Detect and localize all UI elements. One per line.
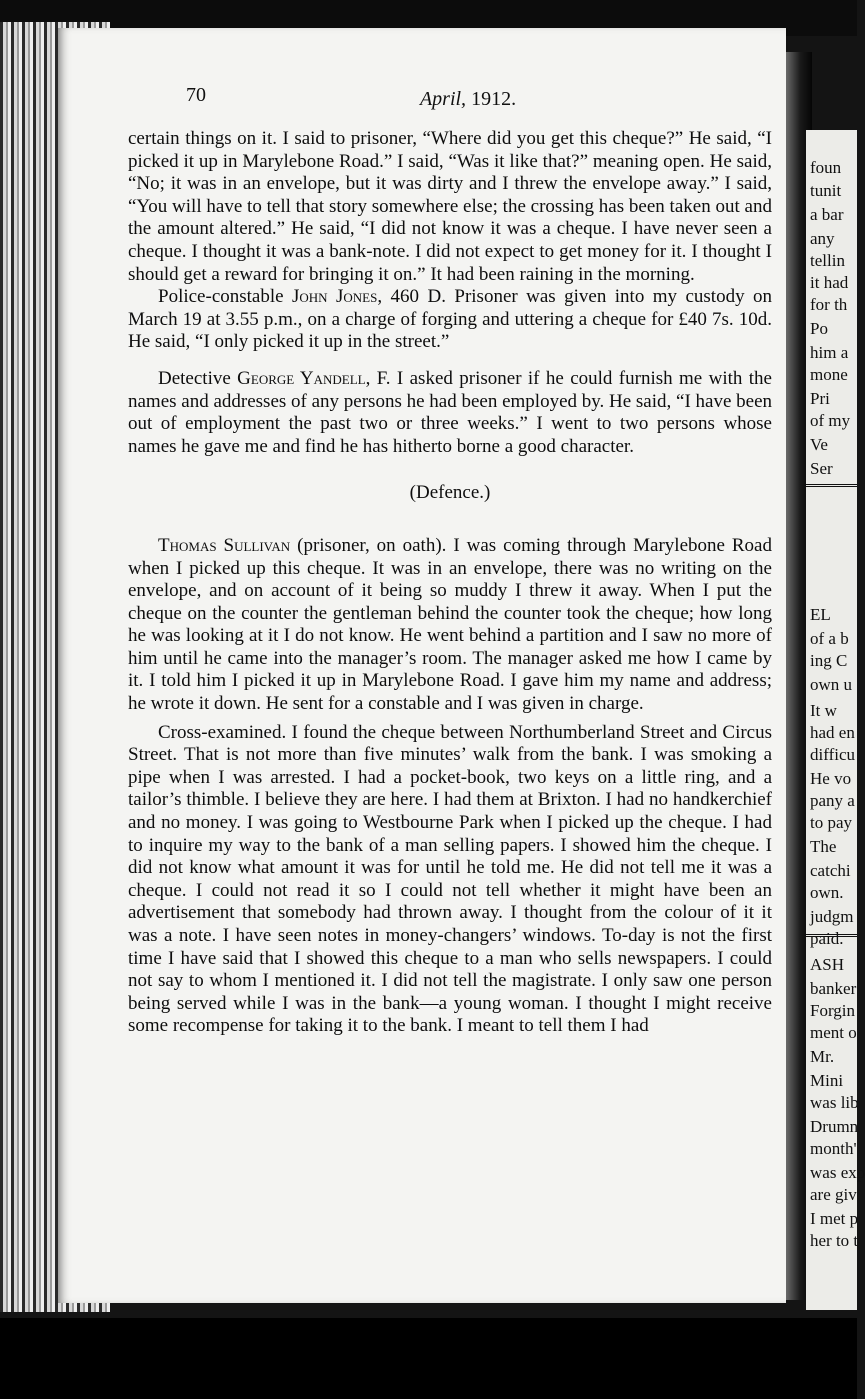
facing-page-text-fragment: mone: [810, 365, 848, 384]
page-header: [128, 84, 768, 114]
facing-page-text-fragment: Drumn: [810, 1117, 859, 1136]
defence-heading: (Defence.): [409, 482, 491, 504]
facing-page-text-fragment: ment o: [810, 1023, 857, 1042]
facing-page-text-fragment: difficu: [810, 745, 856, 764]
facing-page-text-fragment: him a: [810, 343, 849, 362]
facing-page-text-fragment: tellin: [810, 251, 845, 270]
facing-page-text-fragment: was exp: [810, 1163, 865, 1182]
facing-page-text-fragment: ASH: [810, 955, 845, 974]
facing-page-text-fragment: any: [810, 229, 835, 248]
facing-page-text-fragment: had en: [810, 723, 855, 742]
paragraph-continuation: certain things on it. I said to prisoner, “Where did you get this cheque?” He said, “I picked it up in Marylebone Road.” I said, “Was it like that?” meaning open. He said, “No; it was in an envelope, but it was dirty and I threw the envelope away.” I said, “You will have to tell that story somewhere else; the crossing has been taken out and the amount altered.” He said, “I did not know it was a cheque. I have never seen a cheque. I thought it was a bank-note. I did not expect to get money for it. I thought I should get a reward for bringing it on.” It had been raining in the morning.: [128, 128, 772, 285]
facing-page-text-fragment: banker: [810, 979, 857, 998]
testimony-text: , F. I asked prisoner if he could furnish me with the names and addresses of any persons he had been employed by. He said, “I have been out of employment the past two or three weeks.” I went to two persons whose names he gave me and find he has hitherto borne a good character.: [128, 367, 773, 457]
running-head-month: April,: [419, 88, 467, 110]
facing-page-text-fragment: catchi: [810, 861, 851, 880]
facing-page-text-fragment: a bar: [810, 205, 844, 224]
facing-page-text-fragment: It w: [810, 701, 837, 720]
page-body: [128, 128, 772, 1038]
facing-page-text-fragment: Pri: [810, 389, 830, 408]
facing-page-text-fragment: tunit: [810, 181, 842, 200]
testimony-text: (prisoner, on oath). I was coming through Marylebone Road when I picked up this cheque. It was in an envelope, there was no writing on the envelope, and on account of it being so muddy I threw it away. When I put the cheque on the counter the gentleman behind the counter took the cheque; how long he was looking at it I do not know. He went behind a partition and I saw no more of him until he came into the manager’s room. The manager asked me how I came by it. I told him I picked it up in Marylebone Road. I gave him my name and address; he wrote it down. He sent for a constable and I was given in charge.: [128, 534, 772, 715]
facing-page-text-fragment: Po: [810, 319, 828, 338]
testimony-text: , 460 D. Prisoner was given into my custody on March 19 at 3.55 p.m., on a charge of forging and uttering a cheque for £40 7s. 10d. He said, “I only picked it up in the street.”: [128, 286, 772, 353]
facing-page-text-fragment: month': [810, 1139, 857, 1158]
prisoner-name: Thomas Sullivan: [158, 534, 291, 556]
paragraph-cross-examined: Cross-examined. I found the cheque between Northumberland Street and Circus Street. That is not more than five minutes’ walk from the bank. I was smoking a pipe when I was arrested. I had a pocket-book, two keys on a little ring, and a tailor’s thimble. I believe they are here. I had them at Brixton. I had no handkerchief and no money. I was going to Westbourne Park when I picked up the cheque. I had to inquire my way to the bank of a man selling papers. I showed him the cheque. I did not know what amount it was for until he told me. He did not tell me it was a cheque. I could not read it so I could not tell whether it might have been an advertisement that somebody had thrown away. I thought from the colour of it it was a note. I have seen notes in money-changers’ windows. To-day is not the first time I have said that I showed this cheque to a man who sells newspapers. I could not say to whom I mentioned it. I did not tell the magistrate. I only saw one person being served while I was in the bank—a young woman. I thought I might receive some recompense for taking it to the bank. I meant to tell them I had: [128, 721, 772, 1037]
facing-page-text-fragment: own.: [810, 883, 844, 902]
facing-page-text-fragment: Mr.: [810, 1047, 835, 1066]
facing-page-fragment: [806, 130, 865, 1310]
facing-page-text-fragment: her to t: [810, 1231, 859, 1250]
facing-page-text-fragment: He vo: [810, 769, 852, 788]
text-prefix: Police-constable: [158, 286, 293, 308]
facing-page-text-fragment: Forgin: [810, 1001, 856, 1020]
paragraph-detective: [128, 368, 772, 458]
facing-page-rule: [806, 484, 857, 487]
text-prefix: Detective: [158, 367, 238, 389]
facing-page-text-fragment: are giv: [810, 1185, 857, 1204]
facing-page-text-fragment: foun: [810, 158, 842, 177]
facing-page-rule: [806, 934, 857, 937]
paragraph-prisoner: [128, 535, 772, 716]
witness-name: George Yandell: [237, 367, 366, 389]
running-head-year: 1912.: [471, 88, 517, 110]
facing-page-text-fragment: was lib: [810, 1093, 859, 1112]
page-number: 70: [186, 84, 206, 106]
facing-page-text-fragment: Ser: [810, 459, 833, 478]
facing-page-text-fragment: it had: [810, 273, 849, 292]
facing-page-text-fragment: I met p: [810, 1209, 859, 1228]
facing-page-text-fragment: paid.: [810, 929, 844, 948]
facing-page-text-fragment: of my: [810, 411, 851, 430]
facing-page-text-fragment: Ve: [810, 435, 828, 454]
running-head: [128, 88, 768, 111]
facing-page-text-fragment: of a b: [810, 629, 849, 648]
facing-page-text-fragment: for th: [810, 295, 848, 314]
witness-name: John Jones: [292, 286, 378, 308]
facing-page-text-fragment: The: [810, 837, 837, 856]
facing-page-text-fragment: pany a: [810, 791, 855, 810]
facing-page-text-fragment: own u: [810, 675, 853, 694]
facing-page-text-fragment: EL: [810, 605, 831, 624]
facing-page-text-fragment: ing C: [810, 651, 848, 670]
facing-page-text-fragment: to pay: [810, 813, 853, 832]
facing-page-text-fragment: Mini: [810, 1071, 844, 1090]
paragraph-police-constable: [128, 286, 772, 354]
scan-bottom-border: [0, 1318, 857, 1399]
facing-page-text-fragment: judgm: [810, 907, 854, 926]
